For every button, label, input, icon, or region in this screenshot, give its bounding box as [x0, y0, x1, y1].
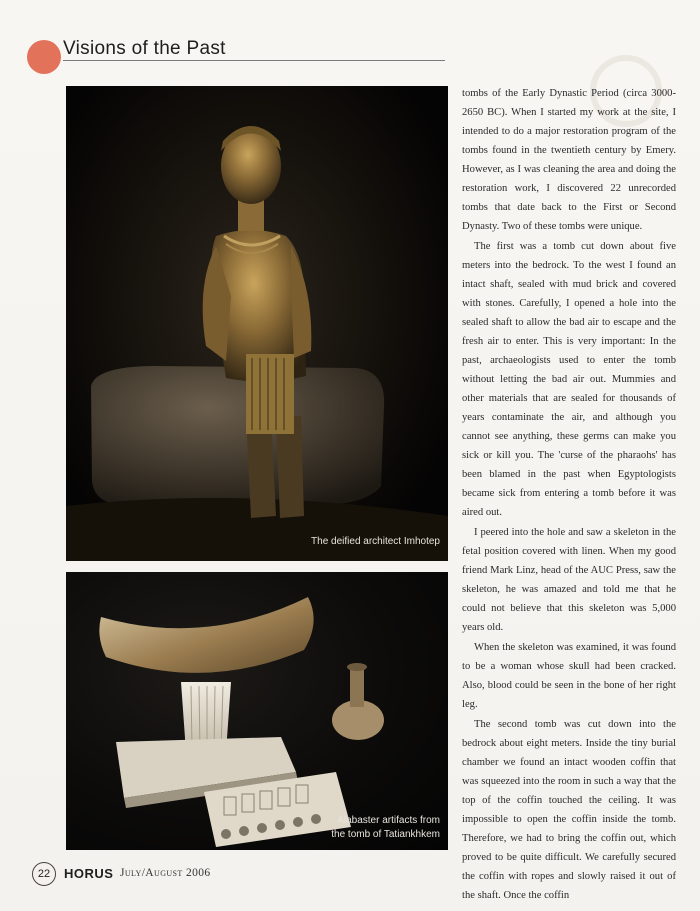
article-paragraph: The second tomb was cut down into the bedrock about eight meters. Inside the tiny burial chamber we found an intact wooden coffin that was squeezed into the room in such a way that the top of the coffin touched the ceiling. It was impossible to open the coffin inside the tomb. Therefore, we had to bring the coffin out, which proved to be quite difficult. We carefully secured the coffin with ropes and slowly raised it out of the shaft. Once the coffin — [462, 719, 676, 901]
article-body — [462, 84, 676, 901]
photo-imhotep-statue — [66, 86, 448, 561]
article-paragraph: When the skeleton was examined, it was found to be a woman whose skull had been cracked. Also, blood could be seen in the bone of her right leg. — [462, 642, 676, 710]
article-paragraph: I peered into the hole and saw a skeleton in the fetal position covered with linen. When my good friend Mark Linz, head of the AUC Press, saw the skeleton, he was amazed and told me that he could not believe that this skeleton was 5,000 years old. — [462, 527, 676, 633]
imhotep-statue-illustration — [66, 86, 448, 561]
photo-alabaster-artifacts — [66, 572, 448, 850]
page-number: 22 — [32, 862, 56, 886]
photo-caption-imhotep: The deified architect Imhotep — [311, 536, 440, 547]
article-paragraph: The first was a tomb cut down about five meters into the bedrock. To the west I found an intact shaft, sealed with mud brick and covered with stones. Carefully, I opened a hole into the sealed shaft to allow the bad air to escape and the fresh air to enter. This is very important: In the past, archaeologists used to enter the tomb without letting the bad air out. Mummies and other materials that are sealed for thousands of years contaminate the air, and although you cannot see anything, these germs can make you sick or kill you. The 'curse of the pharaohs' has been blamed in the past when Egyptologists became sick from entering a tomb before it was aired out. — [462, 241, 676, 518]
section-title: Visions of the Past — [63, 38, 226, 59]
issue-date: July/August 2006 — [120, 867, 211, 879]
section-marker-circle — [27, 40, 61, 74]
magazine-name: HORUS — [64, 866, 114, 881]
photo-caption-alabaster: Alabaster artifacts from the tomb of Tatiankhkem — [331, 815, 440, 840]
article-paragraph: tombs of the Early Dynastic Period (circa 3000-2650 BC). When I started my work at the site, I intended to do a major restoration program of the tombs found in the twentieth century by Emery. However, as I was cleaning the area and doing the restoration work, I discovered 22 unrecorded tombs that date back to the First or Second Dynasty. Two of these tombs were unique. — [462, 88, 676, 232]
alabaster-artifacts-illustration — [66, 572, 448, 850]
header-rule — [63, 60, 445, 61]
